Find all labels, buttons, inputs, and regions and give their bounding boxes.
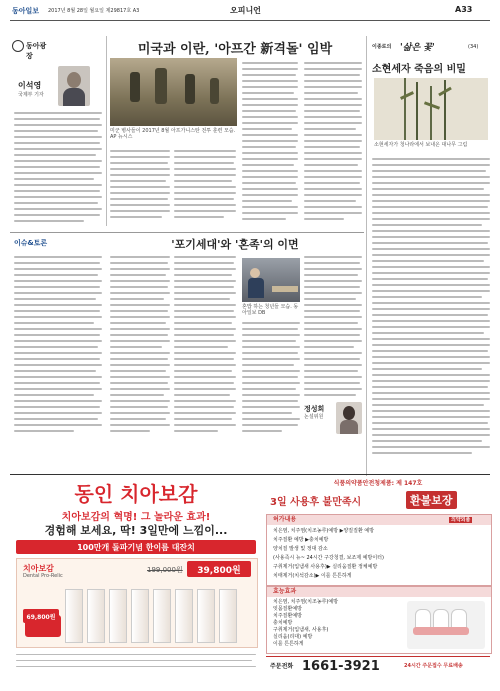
ad-left-subtext: 경험해 보세요, 딱! 3일만에 느낌이... <box>44 524 228 537</box>
ad-right-section2-header <box>267 587 491 597</box>
article-title-main: 미국과 이란, '아프간 新격돌' 임박 <box>137 42 333 57</box>
ad-top-rule <box>10 474 490 475</box>
ad-left-subheadline: 치아보감의 혁명! 그 놀라운 효과! <box>61 512 211 523</box>
ad-left-product-box <box>16 558 258 648</box>
ad-left-banner <box>16 540 256 554</box>
author-name: 이석영 <box>18 81 42 90</box>
header-rule <box>10 20 490 21</box>
ad-right-section2 <box>266 586 492 654</box>
ad-right-order-phone[interactable]: 1661-3921 <box>302 659 380 674</box>
page-number: A33 <box>455 5 473 14</box>
ad-right-section1-header <box>267 515 491 525</box>
ad-left-banner-text: 100만개 돌파기념 한이름 대잔치 <box>77 543 195 552</box>
right-article-title: 소현세자 죽음의 비밀 <box>372 64 466 75</box>
bottom-author-role: 논설위원 <box>304 414 324 420</box>
photo-caption-soldiers: 미군 병사들이 2017년 8월 아프가니스탄 전투 훈련 모습. AP 뉴시스 <box>110 128 236 140</box>
column-divider-right <box>366 36 367 476</box>
youth-photo-caption: 혼밥 하는 청년들 모습. 동아일보 DB <box>242 304 299 316</box>
ad-right-s1-item-4: 구취제거(입냄새 사용후)▶ 실리움질환 정체예방 <box>273 564 378 570</box>
ad-right-order-label: 주문전화 <box>270 663 294 670</box>
ad-right-s2-item-0: 치은염, 치주염(치조농루)예방 <box>273 599 339 605</box>
ad-right-section1 <box>266 514 492 586</box>
ad-right-s2-item-1: 잇몸질환예방 <box>273 606 302 612</box>
ad-right-s2-item-6: 이를 튼튼하게 <box>273 641 304 647</box>
ad-right-guarantee-main: 환불보장 <box>406 491 457 509</box>
ad-right-section1-title: 허가내용 <box>273 516 297 523</box>
right-series-title: '삶은 꽃' <box>400 43 435 53</box>
section-label: 오피니언 <box>230 6 261 15</box>
ad-left-product-label: 치아보감 <box>23 564 54 573</box>
ad-left-price-badge-2 <box>23 609 59 623</box>
ad-right-s2-item-4: 구취제거(입냄새, 사용후) <box>273 627 329 633</box>
column-series-logo <box>12 40 52 60</box>
ad-right-guarantee <box>266 490 490 510</box>
page-header <box>0 0 500 22</box>
ad-left-price-original: 199,000원 <box>147 566 183 574</box>
ad-right-s1-item-2: 양치질 발생 및 정대 감소 <box>273 546 328 552</box>
author-role: 국제부 기자 <box>18 92 44 98</box>
youth-dining-photo <box>242 258 300 302</box>
bamboo-painting <box>374 78 488 140</box>
ad-right-s2-item-5: 실리움(리대) 예방 <box>273 634 313 640</box>
ad-right-order <box>266 656 490 685</box>
right-series-header <box>372 40 492 54</box>
ad-left <box>10 478 262 686</box>
bottom-author-photo <box>336 402 362 434</box>
soldiers-photo <box>110 58 237 126</box>
ad-left-brand: Dental Pro-Relic <box>23 573 63 579</box>
column-divider <box>106 36 107 226</box>
issue-series-label: 이슈&토론 <box>14 239 48 247</box>
ad-left-headline: 동인 치아보감 <box>74 482 198 506</box>
ad-left-price-sale: 39,800원 <box>197 566 241 576</box>
date-line: 2017년 8월 28일 월요일 제29817호 A3 <box>48 8 140 14</box>
ad-right-s2-item-2: 치주질환예방 <box>273 613 302 619</box>
ad-right-s2-item-3: 충치예방 <box>273 620 293 626</box>
paper-logo: 동아일보 <box>12 7 40 15</box>
ad-right-topline: 식품의약품안전청제품: 제 147호 <box>333 480 423 487</box>
author-photo <box>58 66 90 106</box>
ad-right-section2-title: 효능효과 <box>273 588 297 595</box>
ad-left-price-badge <box>187 561 251 577</box>
ad-left-price-sale-2: 69,800원 <box>26 614 56 621</box>
article-title-secondary: '포기세대'와 '혼족'의 이면 <box>171 238 299 251</box>
ad-right-s1-item-3: (사용즉시 뉴~ 24시간 구강청결, 보조제 예방이터) <box>273 555 384 561</box>
mid-rule <box>10 232 364 233</box>
ad-right-section1-badge: 의약외품 <box>451 517 471 523</box>
bamboo-caption: 소현세자가 청나라에서 보내온 대나무 그림 <box>374 142 468 148</box>
series-icon <box>12 40 24 52</box>
right-series-number: (34) <box>468 44 479 50</box>
bottom-author-name: 정성희 <box>304 405 325 413</box>
ad-right-s1-item-5: 치태제거(치석감소)▶ 이를 튼튼하게 <box>273 573 352 579</box>
right-series-label: 이종로의 <box>372 44 392 50</box>
ad-right <box>266 478 490 686</box>
ad-right-s1-item-0: 치은염, 치주염(치조농루)예방 ▶양질질환 예방 <box>273 528 375 534</box>
ad-right-order-note: 24시간 주문접수 무료배송 <box>404 663 463 669</box>
series-label: 동아광장 <box>26 41 47 60</box>
ad-right-s1-item-1: 치주질환 예방 ▶충치예방 <box>273 537 329 543</box>
tooth-illustration <box>407 601 485 649</box>
ad-right-guarantee-prefix: 3일 사용후 불만족시 <box>270 497 362 508</box>
